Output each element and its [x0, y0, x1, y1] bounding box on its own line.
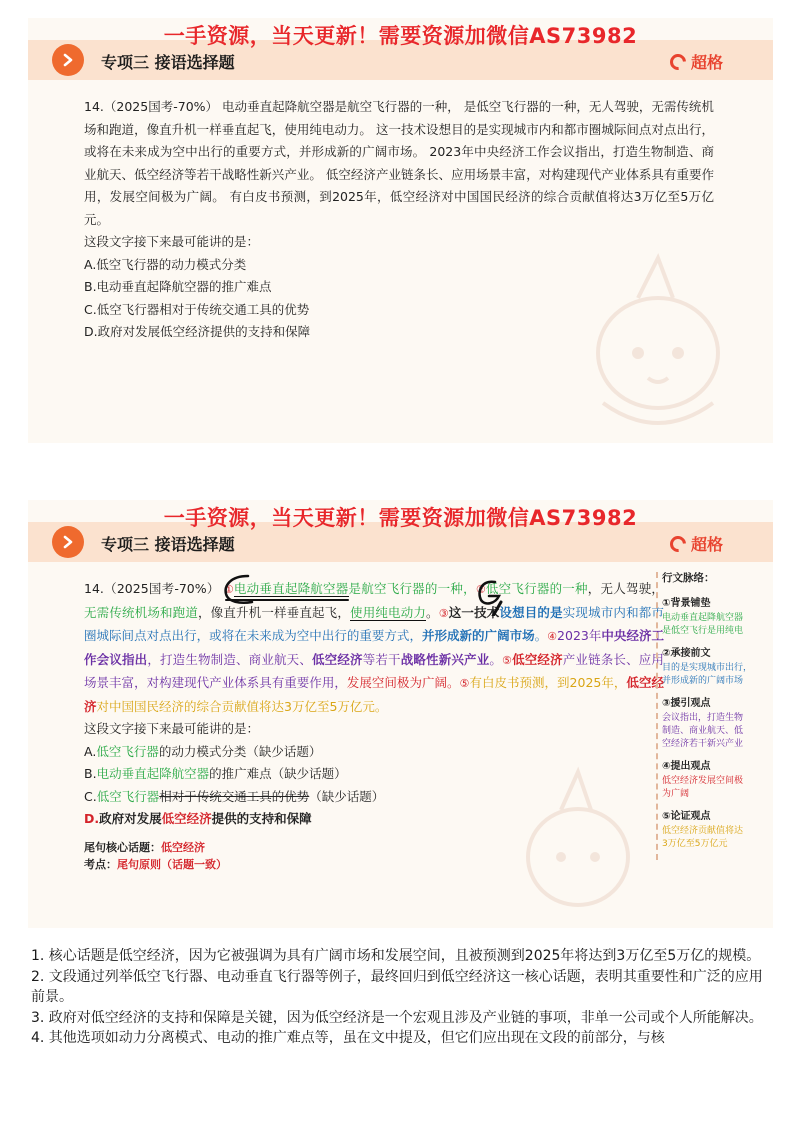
- option-b: B.电动垂直起降航空器的推广难点: [84, 279, 272, 294]
- annotated-slide: [28, 500, 773, 928]
- explanation-item: 3. 政府对低空经济的支持和保障是关键，因为低空经济是一个宏观且涉及产业链的事项，非单一公司或个人所能解决。: [31, 1009, 763, 1026]
- answer-summary: 尾句核心话题：低空经济 考点：尾句原则（话题一致）: [84, 840, 227, 871]
- explanation-item: 1. 核心话题是低空经济，因为它被强调为具有广阔市场和发展空间，且被预测到2025年将达到3万亿至5万亿的规模。: [31, 948, 761, 964]
- question-passage: 14.（2025国考-70%） 电动垂直起降航空器是航空飞行器的一种， 是低空飞行器的一种，无人驾驶，无需传统机场和跑道，像直升机一样垂直起飞，使用纯电动力。 这一技术设想目的是实现城市内和都市圈城际间点对点出行，或将在未来成为空中出行的重要方式，并形成新的广阔市场。 2023年中央经济工作会议指出，打造生物制造、商业航天、低空经济等若干战略性新兴产业。 低空经济产业链条长、应用场景丰富，对构建现代产业体系具有重要作用，发展空间极为广阔。 有白皮书预测，到2025年，低空经济对中国国民经济的综合贡献值将达3万亿至5万亿元。: [84, 99, 714, 227]
- sidebar-item: ④提出观点 低空经济发展空间极 为广阔: [662, 761, 744, 799]
- option-d: D.政府对发展低空经济提供的支持和保障: [84, 324, 311, 339]
- section-title: 专项三 接语选择题: [101, 535, 235, 554]
- option-b: B.电动垂直起降航空器的推广难点（缺少话题）: [84, 766, 347, 781]
- logo-icon: [667, 532, 690, 555]
- explanation-item: 2. 文段通过列举低空飞行器、电动垂直飞行器等例子，最终回归到低空经济这一核心话题，表明其重要性和广泛的应用前景。: [31, 968, 763, 1005]
- question-prompt: 这段文字接下来最可能讲的是：: [84, 721, 260, 736]
- option-a: A.低空飞行器的动力模式分类: [84, 256, 247, 272]
- brand-logo: 超格: [670, 50, 723, 73]
- brand-logo: 超格: [670, 532, 723, 555]
- sidebar-heading: 行文脉络：: [662, 572, 715, 584]
- section-title: 专项三 接语选择题: [101, 53, 235, 72]
- question-slide: [28, 18, 773, 443]
- highlight-topic: 电动垂直起降航空器: [233, 581, 349, 596]
- sidebar-item: ③援引观点 会议指出，打造生物 制造、商业航天、低 空经济若干新兴产业: [662, 698, 744, 749]
- annotated-passage: 14.（2025国考-70%） ①电动垂直起降航空器是航空飞行器的一种，②低空飞行器的一种，无人驾驶，无需传统机场和跑道，像直升机一样垂直起飞，使用纯电动力。③这一技术设想目的是实现城市内和都市圈城际间点对点出行，或将在未来成为空中出行的重要方式，并形成新的广阔市场。④2023年中央经济工作会议指出，打造生物制造、商业航天、低空经济等若干战略性新兴产业。⑤低空经济产业链条长、应用场景丰富，对构建现代产业体系具有重要作用，发展空间极为广阔。⑤有白皮书预测，到2025年，低空经济对中国国民经济的综合贡献值将达3万亿至5万亿元。: [84, 581, 664, 714]
- option-c: C.低空飞行器相对于传统交通工具的优势: [84, 301, 310, 317]
- option-c: C.低空飞行器相对于传统交通工具的优势（缺少话题）: [84, 788, 385, 804]
- logo-icon: [667, 50, 690, 73]
- promo-banner: 一手资源，当天更新！需要资源加微信AS73982: [163, 506, 638, 530]
- promo-banner: 一手资源，当天更新！需要资源加微信AS73982: [163, 24, 638, 48]
- sidebar-item: ②承接前文 目的是实现城市出行， 并形成新的广阔市场: [662, 648, 753, 686]
- question-prompt: 这段文字接下来最可能讲的是：: [84, 234, 260, 249]
- annotated-body: [84, 578, 664, 873]
- explanation-item: 4. 其他选项如动力分离模式、电动的推广难点等，虽在文中提及，但它们应出现在文段的前部分，与核: [31, 1030, 665, 1046]
- explanation-list: [31, 946, 773, 1049]
- option-a: A.低空飞行器的动力模式分类（缺少话题）: [84, 743, 322, 759]
- sidebar-item: ⑤论证观点 低空经济贡献值将达 3万亿至5万亿元: [662, 811, 744, 849]
- outline-sidebar: [656, 572, 761, 860]
- question-body: [84, 96, 714, 344]
- option-d: D.政府对发展低空经济提供的支持和保障: [84, 811, 312, 826]
- sidebar-item: ①背景铺垫 电动垂直起降航空器 是低空飞行是用纯电: [662, 598, 744, 636]
